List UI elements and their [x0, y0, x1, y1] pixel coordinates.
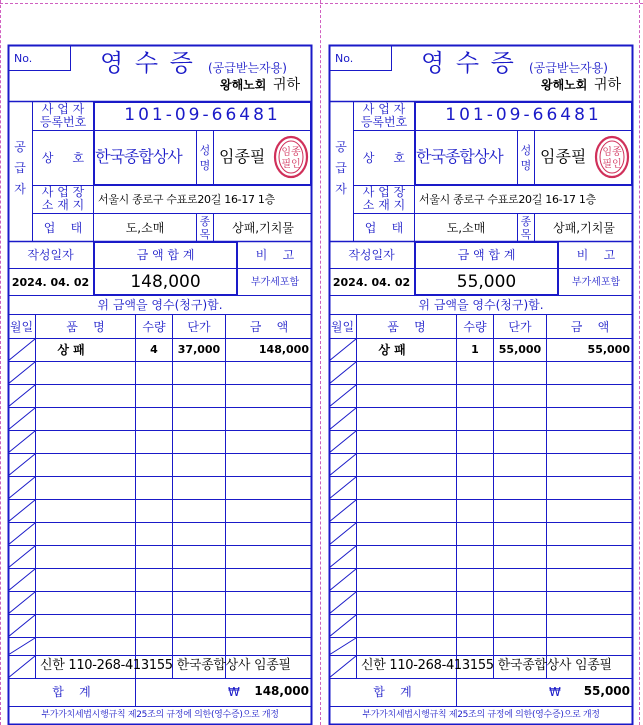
- col-header-qty: 수량: [463, 320, 487, 334]
- supplier-side-label: 공 급 자: [14, 140, 26, 196]
- address-label: 사 업 장 소 재 지: [362, 185, 406, 212]
- issue-date: 2024. 04. 02: [11, 276, 90, 289]
- seal-text-bottom: 필인: [281, 159, 301, 170]
- reg-number: 101-09-66481: [124, 105, 281, 125]
- receipt-title: 영 수 증: [100, 49, 195, 77]
- item-price: 55,000: [498, 343, 542, 356]
- business-item-label: 종 목: [520, 215, 532, 241]
- owner-name: 임종필: [219, 147, 266, 166]
- honorific: 귀하: [273, 77, 301, 93]
- page-guide-middle: [320, 0, 321, 725]
- reg-number-label: 사 업 자 등록번호: [360, 102, 408, 129]
- col-header-amount: 금 액: [249, 320, 289, 334]
- col-header-price: 단가: [187, 320, 211, 334]
- business-type: 도,소매: [446, 221, 486, 235]
- col-header-qty: 수량: [142, 320, 166, 334]
- honorific: 귀하: [594, 77, 622, 93]
- item-qty: 4: [150, 343, 158, 356]
- owner-name: 임종필: [540, 147, 587, 166]
- date-label: 작성일자: [348, 248, 395, 262]
- address-label: 사 업 장 소 재 지: [41, 185, 85, 212]
- no-label: No.: [14, 52, 33, 65]
- note-label: 비 고: [576, 248, 616, 262]
- bank-account: 신한 110-268-413155 한국종합상사 임종필: [361, 658, 612, 673]
- business-address: 서울시 종로구 수표로20길 16-17 1층: [98, 193, 275, 206]
- receipt-statement: 위 금액을 영수(청구)함.: [97, 298, 223, 312]
- sum-amount: 148,000: [254, 684, 309, 698]
- total-label: 금 액 합 계: [457, 248, 516, 262]
- seal-text-top: 임종: [602, 147, 622, 158]
- seal-text-bottom: 필인: [602, 159, 622, 170]
- receipt-2: [329, 45, 633, 725]
- total-label: 금 액 합 계: [136, 248, 195, 262]
- business-type: 도,소매: [125, 221, 165, 235]
- item-price: 37,000: [177, 343, 221, 356]
- item-amount: 55,000: [587, 343, 630, 356]
- total-amount: 148,000: [130, 272, 201, 292]
- receipt-footer: 부가가치세법시행규칙 제25조의 규정에 의한(영수증)으로 개정: [41, 710, 279, 720]
- company-label: 상 호: [41, 151, 85, 165]
- receipt-1: [8, 45, 312, 725]
- date-label: 작성일자: [27, 248, 74, 262]
- no-label: No.: [335, 52, 354, 65]
- company-label: 상 호: [362, 151, 406, 165]
- receipt-title: 영 수 증: [421, 49, 516, 77]
- bank-account: 신한 110-268-413155 한국종합상사 임종필: [40, 658, 291, 673]
- note-label: 비 고: [255, 248, 295, 262]
- receipt-subtitle: (공급받는자용): [529, 61, 608, 75]
- col-header-amount: 금 액: [570, 320, 610, 334]
- col-header-item: 품 명: [66, 320, 105, 334]
- owner-name-label: 성 명: [199, 144, 211, 172]
- business-item: 상패,기치물: [553, 221, 615, 235]
- recipient-name: 왕해노회: [541, 78, 588, 92]
- page-guide-right: [639, 0, 640, 725]
- receipt-subtitle: (공급받는자용): [208, 61, 287, 75]
- reg-number-label: 사 업 자 등록번호: [39, 102, 87, 129]
- total-amount: 55,000: [456, 272, 517, 292]
- issue-date: 2024. 04. 02: [332, 276, 411, 289]
- company-name: 한국종합상사: [95, 147, 182, 166]
- company-name: 한국종합상사: [416, 147, 503, 166]
- note-value: 부가세포함: [250, 277, 300, 288]
- business-item-label: 종 목: [199, 215, 211, 241]
- col-header-date: 월일: [9, 320, 34, 334]
- business-address: 서울시 종로구 수표로20길 16-17 1층: [419, 193, 596, 206]
- business-item: 상패,기치물: [232, 221, 294, 235]
- company-seal: [594, 134, 630, 180]
- item-name: 상 패: [57, 343, 85, 357]
- currency-symbol: ₩: [549, 685, 561, 699]
- item-name: 상 패: [378, 343, 406, 357]
- sum-label: 합 계: [373, 685, 412, 699]
- recipient-name: 왕해노회: [220, 78, 267, 92]
- owner-name-label: 성 명: [520, 144, 532, 172]
- supplier-side-label: 공 급 자: [335, 140, 347, 196]
- sum-amount: 55,000: [583, 684, 630, 698]
- business-type-label: 업 태: [43, 221, 83, 235]
- col-header-price: 단가: [508, 320, 532, 334]
- currency-symbol: ₩: [228, 685, 240, 699]
- sum-label: 합 계: [52, 685, 91, 699]
- receipt-footer: 부가가치세법시행규칙 제25조의 규정에 의한(영수증)으로 개정: [362, 710, 600, 720]
- company-seal: [273, 134, 309, 180]
- page-guide-left: [0, 0, 1, 725]
- reg-number: 101-09-66481: [445, 105, 602, 125]
- business-type-label: 업 태: [364, 221, 404, 235]
- item-amount: 148,000: [258, 343, 309, 356]
- page-guide-top: [0, 3, 643, 4]
- note-value: 부가세포함: [571, 277, 621, 288]
- col-header-date: 월일: [330, 320, 355, 334]
- col-header-item: 품 명: [387, 320, 426, 334]
- seal-text-top: 임종: [281, 147, 301, 158]
- item-qty: 1: [471, 343, 479, 356]
- receipt-statement: 위 금액을 영수(청구)함.: [418, 298, 544, 312]
